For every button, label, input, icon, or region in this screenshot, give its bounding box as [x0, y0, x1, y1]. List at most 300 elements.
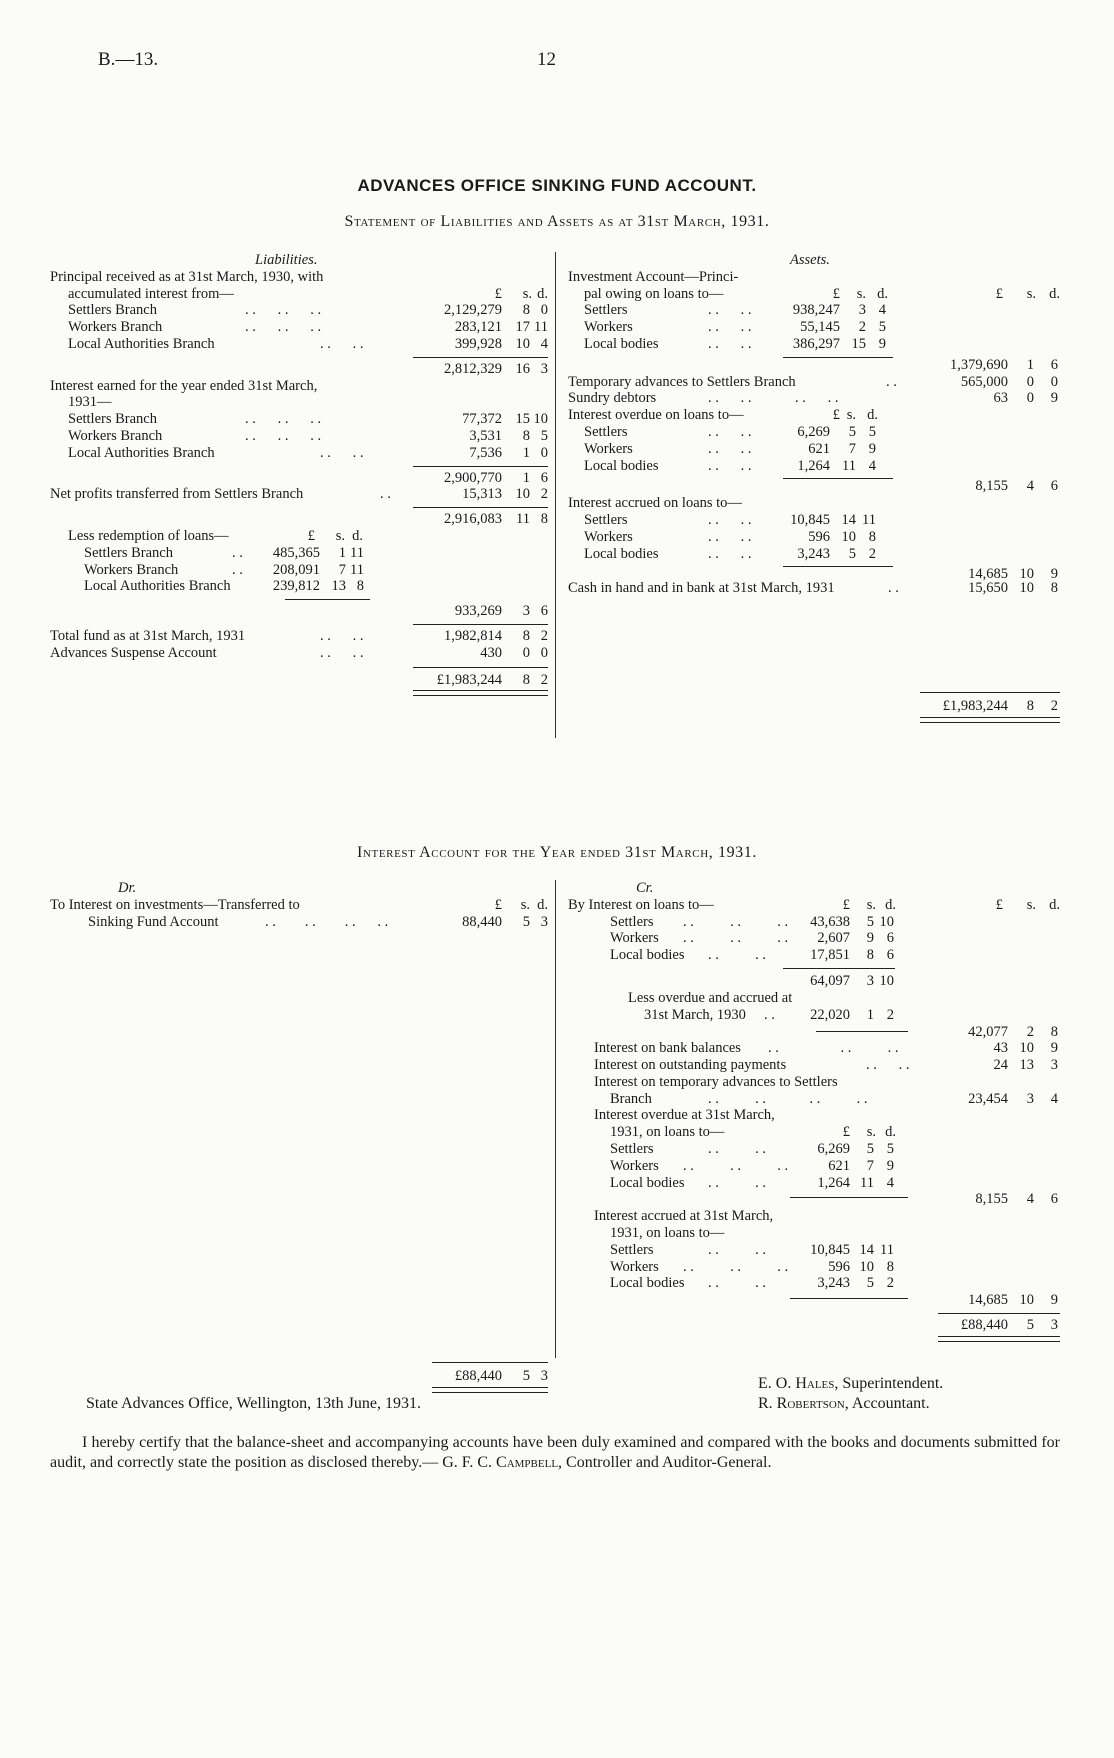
- table-row: [568, 1259, 1068, 1276]
- shillings-value: 10: [1019, 1040, 1034, 1057]
- shillings-value: 5: [866, 1140, 874, 1157]
- shillings-value: 7: [338, 561, 346, 578]
- shillings-value: 3: [866, 972, 874, 989]
- pounds-value: 430: [480, 644, 502, 661]
- subtotal-row: [568, 1191, 1068, 1208]
- table-row: [568, 390, 1068, 407]
- shillings-value: 10: [515, 335, 530, 352]
- shillings-value: 13: [1019, 1056, 1034, 1073]
- table-row: [568, 1091, 1068, 1108]
- pounds-value: £88,440: [454, 1368, 502, 1385]
- shillings-value: 5: [848, 423, 856, 440]
- table-row: [50, 427, 548, 445]
- pounds-value: 239,812: [272, 578, 320, 595]
- subtotal-rule: [783, 357, 893, 358]
- pounds-value: 8,155: [975, 1191, 1008, 1208]
- table-row: [568, 1242, 1068, 1259]
- leader-dots: . . . . . .: [683, 913, 789, 930]
- pounds-value: 43,638: [810, 913, 850, 930]
- table-row: [568, 579, 1068, 596]
- leader-dots: . . . .: [708, 335, 752, 352]
- shilling-header: s.: [520, 896, 530, 913]
- accrued-line2: 1931, on loans to—: [610, 1224, 725, 1241]
- leader-dots: . .: [764, 1006, 775, 1023]
- pounds-value: 399,928: [454, 335, 502, 352]
- document-title: ADVANCES OFFICE SINKING FUND ACCOUNT.: [357, 176, 757, 195]
- pounds-value: 283,121: [454, 319, 502, 336]
- table-row: [568, 1158, 1068, 1175]
- shillings-value: 1: [338, 544, 346, 561]
- pounds-value: 596: [828, 1258, 850, 1275]
- shillings-value: 10: [841, 528, 856, 545]
- temporary-line1: Interest on temporary advances to Settlers: [594, 1073, 838, 1090]
- subtotal-row: [568, 562, 1068, 583]
- pence-value: 11: [862, 511, 876, 528]
- table-row: [568, 1007, 1068, 1024]
- subtotal-rule: [432, 1362, 548, 1363]
- pound-header: £: [995, 896, 1003, 913]
- shillings-value: 10: [859, 1258, 874, 1275]
- leader-dots: . . . . . . . .: [708, 390, 839, 407]
- shilling-header: s.: [866, 896, 876, 913]
- assets-column: [568, 252, 1068, 723]
- pence-value: 10: [533, 411, 548, 428]
- report-code: B.—13.: [98, 49, 159, 70]
- pounds-value: 596: [808, 528, 830, 545]
- signatory-title: , Accountant.: [844, 1395, 930, 1412]
- pounds-value: 2,129,279: [444, 302, 502, 319]
- shillings-value: 5: [848, 545, 856, 562]
- total-double-rule: [413, 690, 548, 696]
- shillings-value: 16: [515, 360, 530, 377]
- liabilities-heading: Liabilities.: [255, 252, 318, 268]
- shillings-value: 11: [860, 1174, 874, 1191]
- pence-value: 2: [540, 486, 548, 503]
- signature-superintendent: [758, 1376, 943, 1393]
- pounds-value: 15,313: [462, 486, 502, 503]
- shillings-value: 0: [1026, 373, 1034, 390]
- table-row: [50, 562, 545, 579]
- pounds-value: £1,983,244: [436, 671, 502, 688]
- pence-value: 9: [886, 1157, 894, 1174]
- accrued-line1: Interest accrued at 31st March,: [594, 1208, 774, 1225]
- row-label: Total fund as at 31st March, 1931: [50, 627, 246, 644]
- total-double-rule: [938, 1336, 1060, 1342]
- subtotal-rule: [413, 466, 548, 467]
- overdue-line2: 1931, on loans to—: [610, 1124, 725, 1141]
- interest-earned-line1: Interest earned for the year ended 31st March,: [50, 377, 318, 394]
- shillings-value: 1: [522, 469, 530, 486]
- pence-value: 6: [886, 947, 894, 964]
- pence-value: 4: [886, 1174, 894, 1191]
- pence-header: d.: [352, 527, 363, 544]
- leader-dots: . . . . . .: [245, 411, 322, 428]
- leader-dots: . .: [232, 544, 243, 561]
- pounds-value: 23,454: [968, 1090, 1008, 1107]
- shillings-value: 5: [522, 913, 530, 930]
- table-row: [568, 441, 1068, 458]
- pence-value: 8: [1050, 1024, 1058, 1041]
- overdue-heading: Interest overdue on loans to—: [568, 407, 744, 424]
- leader-dots: . . . .: [320, 644, 364, 661]
- pounds-value: 386,297: [792, 335, 840, 352]
- pounds-value: 621: [808, 440, 830, 457]
- pounds-value: 43: [993, 1040, 1008, 1057]
- shilling-header: s.: [856, 285, 866, 302]
- pence-value: 6: [540, 469, 548, 486]
- leader-dots: . . . . . .: [245, 319, 322, 336]
- leader-dots: . . . . . .: [683, 1157, 789, 1174]
- pence-header: d.: [1049, 896, 1060, 913]
- subtotal-row: [568, 353, 1068, 373]
- row-label: Workers: [610, 1157, 659, 1174]
- shillings-value: 10: [1019, 566, 1034, 583]
- pence-value: 0: [540, 644, 548, 661]
- pounds-value: £88,440: [960, 1316, 1008, 1333]
- pence-value: 4: [540, 335, 548, 352]
- table-row: [50, 335, 548, 353]
- leader-dots: . . . .: [708, 440, 752, 457]
- pounds-value: 485,365: [272, 544, 320, 561]
- subtotal-row: [568, 474, 1068, 495]
- table-row: [568, 914, 1068, 931]
- pounds-value: 88,440: [462, 913, 502, 930]
- pence-value: 11: [350, 561, 364, 578]
- shilling-header: s.: [866, 1124, 876, 1141]
- auditor-title: , Controller and Auditor-General.: [558, 1454, 772, 1471]
- leader-dots: . . . .: [708, 1140, 766, 1157]
- row-label: Settlers Branch: [84, 544, 173, 561]
- shillings-value: 8: [522, 627, 530, 644]
- total-double-rule: [432, 1387, 548, 1393]
- liabilities-column: [50, 252, 548, 696]
- pounds-value: 2,900,770: [444, 469, 502, 486]
- pence-value: 0: [1050, 373, 1058, 390]
- debit-line1: To Interest on investments—Transferred to: [50, 896, 300, 913]
- pounds-value: 1,264: [817, 1174, 850, 1191]
- pence-value: 8: [886, 1258, 894, 1275]
- leader-dots: . . . .: [320, 335, 364, 352]
- overdue-line1: Interest overdue at 31st March,: [594, 1107, 775, 1124]
- pence-value: 4: [878, 302, 886, 319]
- subtotal-row: [568, 973, 1068, 990]
- pound-header: £: [995, 285, 1003, 302]
- row-label: Settlers: [610, 913, 654, 930]
- row-label: Workers: [584, 319, 633, 336]
- subtotal-rule: [783, 478, 893, 479]
- pence-value: 5: [878, 319, 886, 336]
- principal-line2: accumulated interest from—: [68, 285, 234, 302]
- leader-dots: . . . . . . . .: [265, 913, 389, 930]
- shillings-value: 1: [522, 444, 530, 461]
- row-label: Temporary advances to Settlers Branch: [568, 373, 796, 390]
- leader-dots: . . . .: [708, 947, 766, 964]
- pounds-value: 1,264: [797, 457, 830, 474]
- pence-value: 9: [1050, 566, 1058, 583]
- table-row: [568, 374, 1068, 391]
- row-label: Local bodies: [610, 1174, 685, 1191]
- pound-header: £: [307, 527, 315, 544]
- shillings-value: 0: [1026, 390, 1034, 407]
- pence-value: 9: [1050, 1292, 1058, 1309]
- pence-value: 9: [878, 335, 886, 352]
- table-row: [568, 947, 1068, 964]
- pence-value: 3: [540, 360, 548, 377]
- leader-dots: . . . .: [708, 457, 752, 474]
- table-row: [50, 578, 545, 595]
- pounds-value: 14,685: [968, 1292, 1008, 1309]
- subtotal-rule: [783, 968, 895, 969]
- table-row: [568, 1141, 1068, 1158]
- pounds-value: 565,000: [960, 373, 1008, 390]
- leader-dots: . . . .: [708, 511, 752, 528]
- pounds-value: 2,607: [817, 930, 850, 947]
- table-row: [568, 1275, 1068, 1292]
- leader-dots: . . . . . .: [683, 1258, 789, 1275]
- pounds-value: 1,379,690: [950, 356, 1008, 373]
- pounds-value: 3,531: [469, 427, 502, 444]
- pence-value: 8: [868, 528, 876, 545]
- pence-value: 9: [1050, 390, 1058, 407]
- pence-header: d.: [885, 896, 896, 913]
- pence-value: 2: [886, 1275, 894, 1292]
- pence-value: 6: [1050, 1191, 1058, 1208]
- pounds-value: 938,247: [792, 302, 840, 319]
- row-label: Interest on bank balances: [594, 1040, 741, 1057]
- table-row: [568, 1040, 1068, 1057]
- shillings-value: 5: [866, 913, 874, 930]
- pence-header: d.: [1049, 285, 1060, 302]
- shillings-value: 7: [866, 1157, 874, 1174]
- row-label: Workers: [584, 528, 633, 545]
- shilling-header: s.: [1026, 285, 1036, 302]
- debit-column: [50, 880, 548, 1393]
- shillings-value: 5: [522, 1368, 530, 1385]
- pounds-value: 6,269: [797, 423, 830, 440]
- table-row: [50, 486, 548, 503]
- subtotal-rule: [816, 1031, 908, 1032]
- pence-header: d.: [867, 407, 878, 424]
- pence-value: 9: [868, 440, 876, 457]
- subtotal-rule: [413, 357, 548, 358]
- pounds-value: 63: [993, 390, 1008, 407]
- pound-header: £: [832, 285, 840, 302]
- row-label: Local bodies: [610, 1275, 685, 1292]
- row-label: Local Authorities Branch: [68, 444, 215, 461]
- table-row: [568, 302, 1068, 319]
- shillings-value: 11: [516, 511, 530, 528]
- leader-dots: . .: [888, 580, 899, 597]
- certificate-text: I hereby certify that the balance-sheet and accompanying accounts have been duly examined and compared with the books and documents submitted for audit, and correctly state the position as disclosed thereby.—: [50, 1434, 1060, 1471]
- leader-dots: . .: [380, 486, 391, 503]
- pence-value: 0: [540, 444, 548, 461]
- pence-value: 2: [540, 627, 548, 644]
- subtotal-rule: [790, 1197, 908, 1198]
- grand-total-row: [568, 1317, 1068, 1334]
- pounds-value: 64,097: [810, 972, 850, 989]
- interest-divider: [555, 880, 556, 1358]
- leader-dots: . .: [886, 373, 897, 390]
- leader-dots: . . . . . .: [245, 302, 322, 319]
- shillings-value: 8: [522, 302, 530, 319]
- pence-value: 6: [1050, 478, 1058, 495]
- leader-dots: . . . .: [708, 423, 752, 440]
- table-row: [50, 627, 548, 645]
- row-label: Local bodies: [584, 545, 659, 562]
- shillings-value: 17: [515, 319, 530, 336]
- pence-value: 2: [1050, 697, 1058, 714]
- pence-header: d.: [885, 1124, 896, 1141]
- pounds-value: 42,077: [968, 1024, 1008, 1041]
- less-redemption-label: Less redemption of loans—: [68, 527, 229, 544]
- row-label: Workers Branch: [84, 561, 179, 578]
- leader-dots: . . . .: [708, 302, 752, 319]
- subtotal-rule: [413, 624, 548, 625]
- debit-line2: Sinking Fund Account: [88, 913, 219, 930]
- interest-account-title: Interest Account for the Year ended 31st March, 1931.: [357, 844, 757, 861]
- row-label: Net profits transferred from Settlers Branch: [50, 486, 304, 503]
- less-line1: Less overdue and accrued at: [628, 989, 793, 1006]
- shillings-value: 14: [841, 511, 856, 528]
- pound-header: £: [842, 1124, 850, 1141]
- shillings-value: 3: [1026, 1090, 1034, 1107]
- row-label: Interest on outstanding payments: [594, 1056, 787, 1073]
- shillings-value: 10: [1019, 1292, 1034, 1309]
- shilling-header: s.: [1026, 896, 1036, 913]
- table-row: [50, 411, 548, 428]
- pounds-value: 933,269: [454, 603, 502, 620]
- leader-dots: . . . .: [320, 444, 364, 461]
- table-row: [568, 1175, 1068, 1192]
- accrued-heading: Interest accrued on loans to—: [568, 495, 742, 512]
- row-label: Local bodies: [584, 335, 659, 352]
- subtotal-rule: [920, 692, 1060, 693]
- pounds-value: 2,812,329: [444, 360, 502, 377]
- audit-certificate: [50, 1433, 1060, 1473]
- leader-dots: . . . .: [708, 545, 752, 562]
- leader-dots: . . . .: [708, 528, 752, 545]
- table-row: [568, 512, 1068, 529]
- shillings-value: 5: [866, 1275, 874, 1292]
- assets-heading: Assets.: [790, 252, 830, 268]
- pound-header: £: [494, 285, 502, 302]
- leader-dots: . . . .: [708, 1241, 766, 1258]
- subtotal-rule: [413, 667, 548, 668]
- row-label: Settlers: [610, 1140, 654, 1157]
- row-label: Settlers: [584, 511, 628, 528]
- row-label: Workers Branch: [68, 427, 163, 444]
- table-row: [50, 644, 548, 662]
- shillings-value: 3: [522, 603, 530, 620]
- pence-value: 2: [886, 1006, 894, 1023]
- pence-header: d.: [537, 896, 548, 913]
- shillings-value: 5: [1026, 1316, 1034, 1333]
- subtotal-row: [568, 1292, 1068, 1309]
- pence-value: 8: [1050, 580, 1058, 597]
- principal-line1: Principal received as at 31st March, 1930, with: [50, 268, 324, 285]
- signatory-name: E. O. Hales: [758, 1375, 835, 1392]
- pence-value: 5: [868, 423, 876, 440]
- row-label: Workers: [610, 930, 659, 947]
- shillings-value: 9: [866, 930, 874, 947]
- row-label: Local Authorities Branch: [84, 578, 231, 595]
- leader-dots: . .: [232, 561, 243, 578]
- subtotal-rule: [413, 507, 548, 508]
- pounds-value: 621: [828, 1157, 850, 1174]
- table-row: [568, 546, 1068, 563]
- pence-value: 11: [880, 1241, 894, 1258]
- by-interest-label: By Interest on loans to—: [568, 896, 714, 913]
- pound-header: £: [842, 896, 850, 913]
- auditor-name: G. F. C. Campbell: [442, 1454, 559, 1471]
- leader-dots: . . . .: [708, 1174, 766, 1191]
- investment-line1: Investment Account—Princi-: [568, 268, 739, 285]
- pence-value: 5: [886, 1140, 894, 1157]
- table-row: [568, 458, 1068, 475]
- signatory-name: R. Robertson: [758, 1395, 845, 1412]
- pounds-value: 15,650: [968, 580, 1008, 597]
- row-label: Local bodies: [610, 947, 685, 964]
- pence-value: 6: [1050, 356, 1058, 373]
- row-label: Local Authorities Branch: [68, 335, 215, 352]
- pounds-value: 1,982,814: [444, 627, 502, 644]
- pounds-value: 208,091: [272, 561, 320, 578]
- shillings-value: 8: [1026, 697, 1034, 714]
- temporary-line2: Branch: [610, 1090, 652, 1107]
- table-row: [568, 319, 1068, 336]
- credit-heading: Cr.: [636, 880, 654, 896]
- shillings-value: 15: [851, 335, 866, 352]
- pence-value: 11: [350, 544, 364, 561]
- row-label: Sundry debtors: [568, 390, 657, 407]
- pence-value: 2: [868, 545, 876, 562]
- shillings-value: 8: [522, 427, 530, 444]
- investment-line2: pal owing on loans to—: [584, 285, 724, 302]
- subtotal-rule: [938, 1313, 1060, 1314]
- signature-accountant: [758, 1396, 930, 1413]
- row-label: Workers Branch: [68, 319, 163, 336]
- pence-value: 8: [356, 578, 364, 595]
- pounds-value: 77,372: [462, 411, 502, 428]
- shillings-value: 3: [858, 302, 866, 319]
- leader-dots: . . . .: [320, 627, 364, 644]
- leader-dots: . . . . . .: [683, 930, 789, 947]
- subtotal-row: [568, 1023, 1068, 1040]
- pounds-value: 17,851: [810, 947, 850, 964]
- pounds-value: 7,536: [469, 444, 502, 461]
- pence-value: 3: [540, 1368, 548, 1385]
- pounds-value: 55,145: [800, 319, 840, 336]
- pence-value: 6: [886, 930, 894, 947]
- row-label: Settlers Branch: [68, 302, 157, 319]
- shillings-value: 14: [859, 1241, 874, 1258]
- pence-value: 3: [1050, 1056, 1058, 1073]
- shillings-value: 4: [1026, 478, 1034, 495]
- shillings-value: 8: [522, 671, 530, 688]
- grand-total-row: [50, 1368, 548, 1385]
- shilling-header: s.: [335, 527, 345, 544]
- signatory-title: , Superintendent.: [834, 1375, 944, 1392]
- page-number: 12: [537, 49, 556, 70]
- pounds-value: 10,845: [810, 1241, 850, 1258]
- leader-dots: . . . . . .: [768, 1040, 899, 1057]
- pence-header: d.: [537, 285, 548, 302]
- pence-value: 11: [534, 319, 548, 336]
- subtotal-rule: [285, 599, 370, 600]
- table-row: [50, 319, 548, 336]
- table-row: [568, 424, 1068, 441]
- pounds-value: £1,983,244: [942, 697, 1008, 714]
